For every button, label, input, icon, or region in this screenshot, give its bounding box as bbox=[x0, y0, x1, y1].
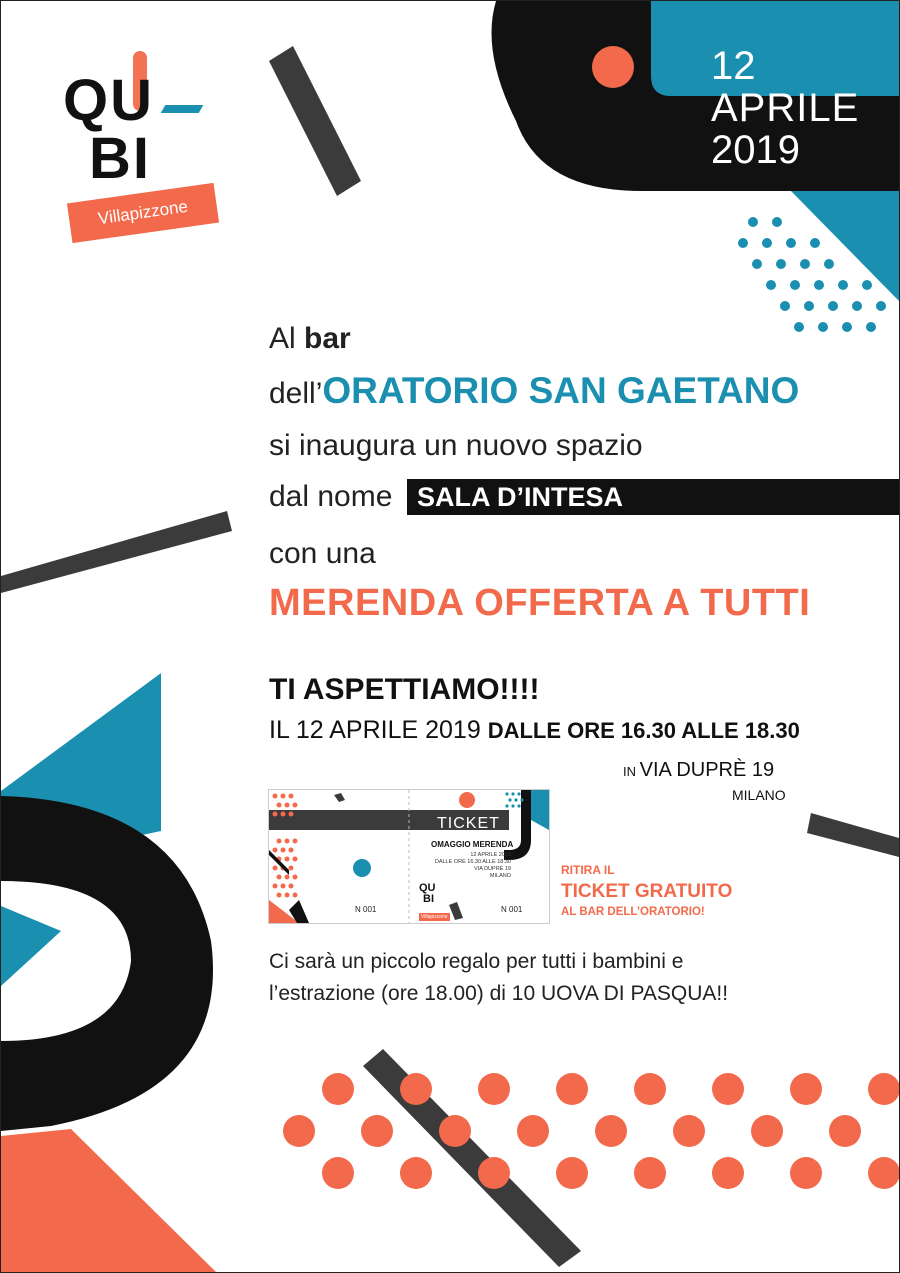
decor-dot bbox=[322, 1073, 354, 1105]
decor-dot bbox=[712, 1157, 744, 1189]
ticket-logo-tag: Villapizzone bbox=[421, 914, 448, 920]
decor-dot bbox=[852, 301, 862, 311]
ticket-details bbox=[419, 852, 511, 880]
decor-dot bbox=[517, 804, 520, 807]
headline-line4-highlight: SALA D’INTESA bbox=[417, 482, 624, 512]
decor-dot bbox=[400, 1157, 432, 1189]
decor-dot bbox=[876, 301, 886, 311]
decor-dot bbox=[752, 259, 762, 269]
logo-teal-accent bbox=[161, 105, 204, 113]
decor-dot bbox=[766, 280, 776, 290]
date-block bbox=[711, 45, 891, 171]
decor-dot bbox=[810, 238, 820, 248]
decor-dot bbox=[439, 1115, 471, 1147]
headline-line1 bbox=[269, 319, 351, 359]
decor-dot bbox=[800, 259, 810, 269]
decor-dot bbox=[868, 1073, 899, 1105]
headline-line4-pre: dal nome bbox=[269, 480, 393, 513]
decor-dot bbox=[634, 1073, 666, 1105]
decor-dot bbox=[289, 794, 294, 799]
decor-dot bbox=[842, 322, 852, 332]
decor-dot bbox=[520, 798, 523, 801]
ticket-title: OMAGGIO MERENDA bbox=[431, 840, 514, 849]
invite-address bbox=[623, 757, 774, 785]
decor-dot bbox=[780, 301, 790, 311]
decor-dot bbox=[277, 839, 282, 844]
decor-dot bbox=[285, 857, 290, 862]
decor-dot bbox=[289, 866, 294, 871]
ticket-note-line1: RITIRA IL bbox=[561, 863, 615, 877]
ticket-logo bbox=[419, 883, 459, 923]
invite-city: MILANO bbox=[732, 787, 786, 803]
decor-dot bbox=[400, 1073, 432, 1105]
decor-dot bbox=[285, 875, 290, 880]
decor-dot bbox=[273, 794, 278, 799]
decor-dot bbox=[556, 1073, 588, 1105]
headline-line2-pre: dell’ bbox=[269, 377, 323, 410]
dark-bar-right bbox=[807, 813, 899, 857]
decor-dot bbox=[866, 322, 876, 332]
decor-dot bbox=[293, 893, 298, 898]
dark-bar-mid bbox=[1, 511, 232, 593]
decor-dot bbox=[829, 1115, 861, 1147]
date-day: 12 bbox=[711, 44, 756, 88]
decor-dot bbox=[281, 884, 286, 889]
ticket-note-line3: AL BAR DELL’ORATORIO! bbox=[561, 906, 705, 918]
ticket-logo-line1: QU bbox=[419, 882, 436, 894]
invite-address-pre: IN bbox=[623, 764, 640, 779]
decor-dot bbox=[289, 812, 294, 817]
decor-dot bbox=[283, 1115, 315, 1147]
decor-dot bbox=[293, 857, 298, 862]
decor-dot bbox=[289, 848, 294, 853]
decor-dot bbox=[277, 875, 282, 880]
headline-line5: con una bbox=[269, 537, 376, 570]
ticket-line2: DALLE ORE 16.30 ALLE 18.30 bbox=[434, 859, 511, 865]
decor-dot bbox=[285, 803, 290, 808]
headline-line1-bold: bar bbox=[304, 322, 351, 355]
decor-dot bbox=[828, 301, 838, 311]
ticket bbox=[268, 789, 550, 924]
decor-dot bbox=[772, 217, 782, 227]
decor-dot bbox=[322, 1157, 354, 1189]
ticket-number-right: N 001 bbox=[501, 905, 523, 914]
headline-line2 bbox=[269, 369, 799, 416]
decor-dot bbox=[868, 1157, 899, 1189]
decor-dot bbox=[293, 839, 298, 844]
logo-tag: Villapizzone bbox=[96, 196, 190, 229]
decor-dot bbox=[511, 804, 514, 807]
date-month: APRILE bbox=[711, 86, 860, 130]
date-year: 2019 bbox=[711, 128, 800, 172]
decor-dot bbox=[556, 1157, 588, 1189]
invite-date-pre: IL 12 APRILE 2019 bbox=[269, 716, 488, 744]
decor-dot bbox=[790, 1073, 822, 1105]
highlight-bar bbox=[407, 479, 899, 515]
decor-dot bbox=[511, 792, 514, 795]
decor-dot bbox=[285, 839, 290, 844]
dark-bar-top bbox=[269, 46, 361, 196]
decor-dot bbox=[277, 803, 282, 808]
headline-line4 bbox=[269, 477, 392, 517]
ticket-line3: VIA DUPRÈ 19 bbox=[474, 866, 511, 872]
orange-triangle-bottom bbox=[1, 1129, 216, 1272]
decor-dot bbox=[748, 217, 758, 227]
decor-dot bbox=[634, 1157, 666, 1189]
headline-line3: si inaugura un nuovo spazio bbox=[269, 429, 643, 462]
decor-dot bbox=[762, 238, 772, 248]
decor-dot bbox=[505, 792, 508, 795]
ticket-label: TICKET bbox=[437, 815, 500, 832]
logo-tag-box bbox=[67, 183, 219, 243]
decor-dot bbox=[277, 893, 282, 898]
black-arc-left bbox=[1, 796, 213, 1131]
footer-line2: l’estrazione (ore 18.00) di 10 UOVA DI PASQUA!! bbox=[269, 982, 729, 1005]
decor-dot bbox=[862, 280, 872, 290]
decor-dot bbox=[824, 259, 834, 269]
ticket-note-line2: TICKET GRATUITO bbox=[561, 881, 733, 902]
decor-dot bbox=[776, 259, 786, 269]
logo bbox=[63, 51, 223, 251]
orange-dots-group bbox=[283, 1073, 899, 1189]
decor-dot bbox=[738, 238, 748, 248]
decor-dot bbox=[814, 280, 824, 290]
decor-dot bbox=[517, 792, 520, 795]
decor-dot bbox=[838, 280, 848, 290]
decor-dot bbox=[281, 812, 286, 817]
ticket-logo-line2: BI bbox=[423, 893, 434, 905]
decor-dot bbox=[273, 866, 278, 871]
decor-dot bbox=[804, 301, 814, 311]
footer-line1: Ci sarà un piccolo regalo per tutti i bambini e bbox=[269, 950, 684, 973]
decor-dot bbox=[794, 322, 804, 332]
orange-circle-top bbox=[592, 46, 634, 88]
decor-dot bbox=[786, 238, 796, 248]
decor-dot bbox=[289, 884, 294, 889]
decor-dot bbox=[790, 1157, 822, 1189]
dark-bar-bottom bbox=[363, 1049, 581, 1267]
logo-line2: BI bbox=[89, 126, 151, 191]
decor-dot bbox=[281, 848, 286, 853]
decor-dot bbox=[293, 875, 298, 880]
decor-dot bbox=[712, 1073, 744, 1105]
invite-date bbox=[269, 714, 800, 747]
decor-dot bbox=[273, 848, 278, 853]
decor-dot bbox=[478, 1073, 510, 1105]
decor-dot bbox=[281, 794, 286, 799]
invite-address-street: VIA DUPRÈ 19 bbox=[639, 759, 775, 781]
headline-line2-accent: ORATORIO SAN GAETANO bbox=[322, 370, 800, 411]
decor-dot bbox=[293, 803, 298, 808]
ticket-line1: 12 APRILE 2019 bbox=[470, 852, 511, 858]
logo-line1: QU bbox=[63, 68, 154, 133]
ticket-line4: MILANO bbox=[489, 873, 511, 879]
invite-date-bold: DALLE ORE 16.30 ALLE 18.30 bbox=[487, 718, 800, 743]
decor-dot bbox=[361, 1115, 393, 1147]
decor-dot bbox=[517, 1115, 549, 1147]
decor-dot bbox=[818, 322, 828, 332]
decor-dot bbox=[514, 798, 517, 801]
invite-title: TI ASPETTIAMO!!!! bbox=[269, 673, 540, 706]
decor-dot bbox=[478, 1157, 510, 1189]
decor-dot bbox=[273, 884, 278, 889]
headline-line1-pre: Al bbox=[269, 322, 305, 355]
headline-line6: MERENDA OFFERTA A TUTTI bbox=[269, 582, 811, 624]
decor-dot bbox=[505, 804, 508, 807]
decor-dot bbox=[595, 1115, 627, 1147]
decor-dot bbox=[790, 280, 800, 290]
decor-dot bbox=[751, 1115, 783, 1147]
ticket-number-left: N 001 bbox=[355, 905, 377, 914]
decor-dot bbox=[285, 893, 290, 898]
decor-dot bbox=[673, 1115, 705, 1147]
decor-dot bbox=[508, 798, 511, 801]
decor-dot bbox=[273, 812, 278, 817]
